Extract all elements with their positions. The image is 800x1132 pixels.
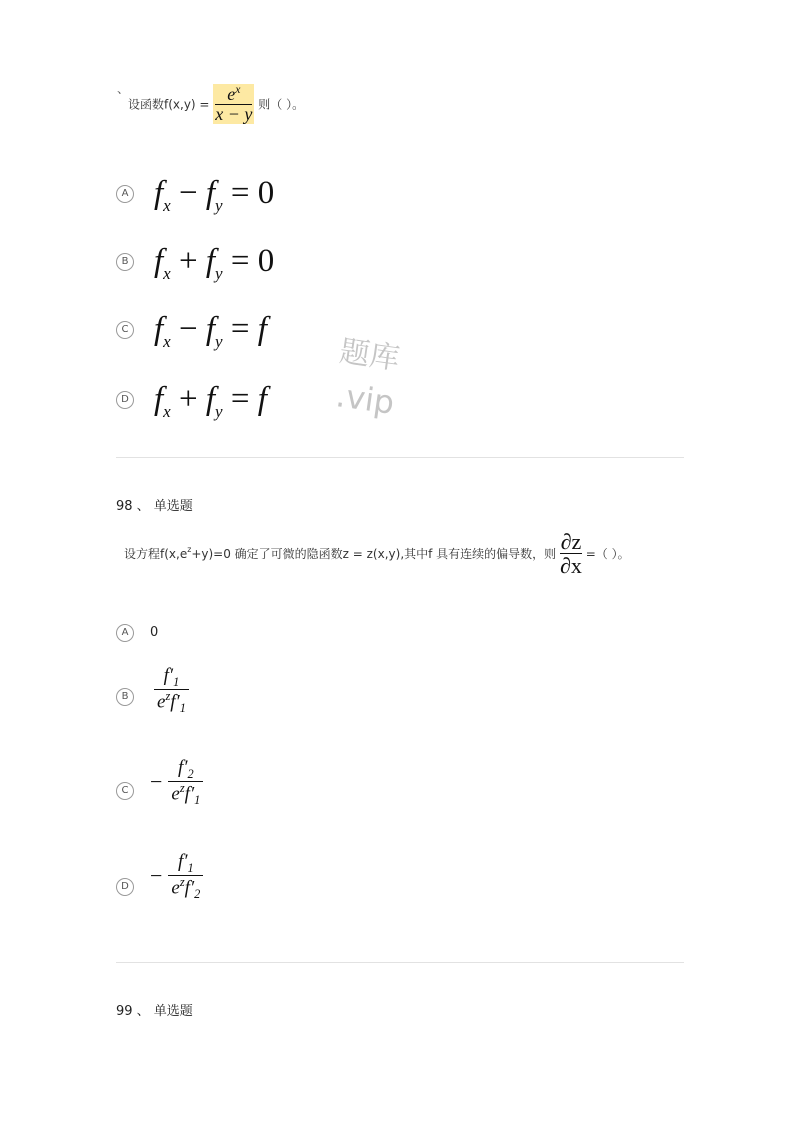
rhs: f xyxy=(257,381,267,417)
option-b[interactable] xyxy=(116,243,376,291)
term: f xyxy=(154,311,164,347)
term: f xyxy=(154,243,164,279)
q97-stem-before: 设函数f(x,y) = xyxy=(128,97,214,112)
equals: = xyxy=(230,243,250,279)
option-formula xyxy=(154,175,275,215)
den-e: e xyxy=(157,691,166,713)
q97-stem xyxy=(128,84,304,124)
den-sup: z xyxy=(165,688,171,703)
operator: − xyxy=(178,311,198,347)
option-d[interactable] xyxy=(116,852,256,914)
q98-stem xyxy=(124,530,630,577)
den-f: f xyxy=(184,877,190,899)
option-formula xyxy=(154,666,189,715)
den-sub: 2 xyxy=(194,886,201,901)
term: f xyxy=(154,175,164,211)
option-formula xyxy=(154,311,267,351)
den-sup: z xyxy=(179,874,185,889)
q98-derivative xyxy=(560,530,582,577)
option-letter: C xyxy=(116,321,134,339)
equals: = xyxy=(230,311,250,347)
den-f: f xyxy=(184,783,190,805)
num-f: f xyxy=(178,851,184,872)
subscript: y xyxy=(215,332,223,351)
option-text: 0 xyxy=(150,625,159,640)
operator: + xyxy=(178,381,198,417)
rhs: 0 xyxy=(257,175,275,211)
q98-deriv-num: ∂z xyxy=(560,529,582,554)
term: f xyxy=(205,175,216,211)
watermark-line1: 题库 xyxy=(337,333,402,377)
num-sub: 1 xyxy=(173,674,180,689)
term: f xyxy=(205,311,216,347)
fraction: $\frac{f'_2}{e^zf'_1}$ xyxy=(168,758,203,807)
divider xyxy=(116,457,684,458)
option-letter: B xyxy=(116,253,134,271)
option-letter: D xyxy=(116,878,134,896)
option-letter: A xyxy=(116,624,134,642)
rhs: f xyxy=(257,311,267,347)
option-formula xyxy=(154,381,267,421)
option-letter: B xyxy=(116,688,134,706)
den-sub: 1 xyxy=(194,792,201,807)
subscript: x xyxy=(163,402,171,421)
num-f: f xyxy=(163,665,169,686)
q97-frac-num-sup: x xyxy=(235,83,241,96)
operator: − xyxy=(178,175,198,211)
q97-frac-den: x − y xyxy=(215,103,253,124)
den-e: e xyxy=(171,783,180,805)
num-f: f xyxy=(178,757,184,778)
q98-stem-after: =（ ）。 xyxy=(585,547,630,562)
option-formula xyxy=(150,758,203,807)
divider xyxy=(116,962,684,963)
option-letter: A xyxy=(116,185,134,203)
subscript: x xyxy=(163,264,171,283)
option-a[interactable] xyxy=(116,175,376,223)
rhs: 0 xyxy=(257,243,275,279)
option-b[interactable] xyxy=(116,666,256,728)
question-marker: 、 xyxy=(117,82,130,96)
q98-stem-mid: +y)=0 确定了可微的隐函数z = z(x,y),其中f 具有连续的偏导数，则 xyxy=(191,547,557,562)
watermark-line2: .vip xyxy=(333,376,397,422)
equals: = xyxy=(230,381,250,417)
term: f xyxy=(205,243,216,279)
den-sup: z xyxy=(179,780,185,795)
num-sub: 2 xyxy=(187,766,194,781)
option-formula xyxy=(150,852,203,901)
subscript: y xyxy=(215,402,223,421)
option-c[interactable] xyxy=(116,758,256,820)
q98-header: 98 、 单选题 xyxy=(116,499,193,514)
den-sub: 1 xyxy=(179,700,186,715)
subscript: y xyxy=(215,264,223,283)
operator: + xyxy=(178,243,198,279)
q98-deriv-den: ∂x xyxy=(560,553,582,579)
option-formula xyxy=(154,243,275,283)
num-sub: 1 xyxy=(187,860,194,875)
minus-sign: − xyxy=(150,863,163,889)
q98-stem-before: 设方程f(x,e xyxy=(124,547,188,562)
minus-sign: − xyxy=(150,769,163,795)
q99-header: 99 、 单选题 xyxy=(116,1004,193,1019)
q98-stem-sup: z xyxy=(187,545,192,555)
den-e: e xyxy=(171,877,180,899)
q97-stem-after: 则（ ）。 xyxy=(258,97,305,112)
option-a[interactable] xyxy=(116,624,236,644)
term: f xyxy=(154,381,164,417)
option-letter: D xyxy=(116,391,134,409)
subscript: x xyxy=(163,196,171,215)
subscript: y xyxy=(215,196,223,215)
q97-fraction xyxy=(213,84,254,124)
den-f: f xyxy=(170,691,176,713)
equals: = xyxy=(230,175,250,211)
option-c[interactable] xyxy=(116,311,376,359)
fraction: $\frac{f'_1}{e^zf'_1}$ xyxy=(154,666,189,715)
q97-frac-num: e xyxy=(227,84,236,104)
subscript: x xyxy=(163,332,171,351)
fraction: $\frac{f'_1}{e^zf'_2}$ xyxy=(168,852,203,901)
option-letter: C xyxy=(116,782,134,800)
term: f xyxy=(205,381,216,417)
